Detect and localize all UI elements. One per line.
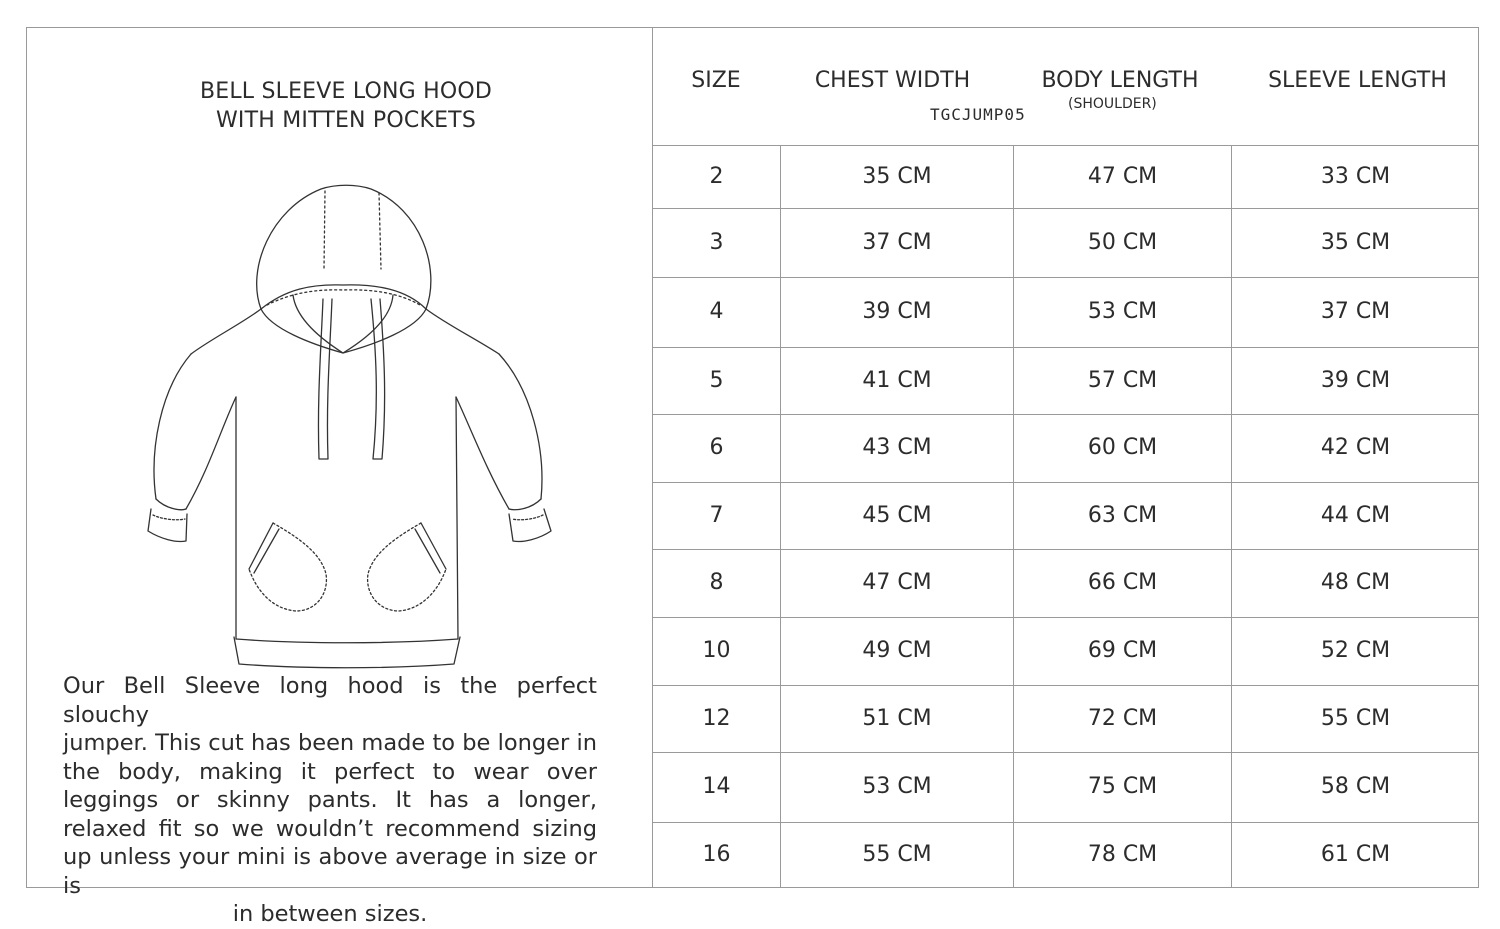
header-size: SIZE bbox=[691, 68, 741, 93]
product-title-line-2: WITH MITTEN POCKETS bbox=[215, 108, 476, 133]
table-cell-chest: 47 CM bbox=[862, 570, 932, 595]
description-line: the body, making it perfect to wear over bbox=[63, 758, 597, 785]
table-cell-size: 7 bbox=[709, 502, 724, 528]
product-description bbox=[63, 672, 597, 929]
table-cell-chest: 53 CM bbox=[862, 774, 932, 799]
table-row-divider bbox=[652, 549, 1479, 550]
table-cell-chest: 49 CM bbox=[862, 638, 932, 663]
product-title-line-1: BELL SLEEVE LONG HOOD bbox=[199, 79, 493, 104]
table-cell-body: 60 CM bbox=[1087, 435, 1158, 460]
header-chest-width: CHEST WIDTH bbox=[814, 68, 971, 93]
header-body-length: BODY LENGTH bbox=[1041, 68, 1199, 93]
table-row-divider bbox=[652, 208, 1479, 209]
table-cell-sleeve: 55 CM bbox=[1320, 705, 1391, 731]
table-cell-chest: 35 CM bbox=[862, 163, 932, 189]
product-title bbox=[26, 77, 666, 135]
table-row-divider bbox=[652, 685, 1479, 686]
table-cell-body: 69 CM bbox=[1087, 638, 1158, 663]
table-cell-body: 72 CM bbox=[1087, 705, 1158, 731]
header-body-length-note: (SHOULDER) bbox=[1068, 96, 1157, 112]
table-cell-chest: 39 CM bbox=[862, 299, 932, 324]
table-row-divider bbox=[652, 145, 1479, 146]
table-cell-sleeve: 44 CM bbox=[1320, 502, 1391, 528]
table-cell-body: 47 CM bbox=[1087, 163, 1158, 189]
table-cell-chest: 55 CM bbox=[862, 842, 932, 867]
table-cell-size: 4 bbox=[709, 299, 724, 324]
product-panel bbox=[26, 27, 652, 927]
table-row-divider bbox=[652, 752, 1479, 753]
table-cell-chest: 45 CM bbox=[862, 502, 932, 528]
table-cell-chest: 51 CM bbox=[862, 705, 932, 731]
table-cell-sleeve: 52 CM bbox=[1320, 638, 1391, 663]
table-cell-body: 66 CM bbox=[1087, 570, 1158, 595]
table-cell-chest: 43 CM bbox=[862, 435, 932, 460]
table-cell-sleeve: 39 CM bbox=[1320, 367, 1391, 393]
table-cell-body: 78 CM bbox=[1087, 842, 1158, 867]
table-row-divider bbox=[652, 617, 1479, 618]
hoodie-sketch bbox=[121, 159, 581, 679]
table-cell-sleeve: 37 CM bbox=[1320, 299, 1391, 324]
header-sleeve-length: SLEEVE LENGTH bbox=[1268, 68, 1447, 93]
table-cell-size: 12 bbox=[702, 705, 731, 731]
table-cell-size: 10 bbox=[702, 638, 731, 663]
table-cell-body: 53 CM bbox=[1087, 299, 1158, 324]
table-cell-sleeve: 35 CM bbox=[1320, 229, 1391, 255]
table-cell-body: 63 CM bbox=[1087, 502, 1158, 528]
table-row-divider bbox=[652, 482, 1479, 483]
table-cell-size: 8 bbox=[709, 570, 724, 595]
table-cell-size: 6 bbox=[709, 435, 724, 460]
table-cell-size: 3 bbox=[709, 229, 724, 255]
table-row-divider bbox=[652, 414, 1479, 415]
table-row-divider bbox=[652, 277, 1479, 278]
product-code: TGCJUMP05 bbox=[930, 105, 1026, 124]
table-cell-body: 50 CM bbox=[1087, 229, 1158, 255]
table-cell-sleeve: 58 CM bbox=[1320, 774, 1391, 799]
table-cell-sleeve: 33 CM bbox=[1320, 163, 1391, 189]
table-cell-body: 75 CM bbox=[1087, 774, 1158, 799]
description-line: up unless your mini is above average in size or is bbox=[63, 844, 597, 899]
table-cell-sleeve: 42 CM bbox=[1320, 435, 1391, 460]
table-row-divider bbox=[652, 347, 1479, 348]
table-cell-chest: 41 CM bbox=[862, 367, 932, 393]
table-row-divider bbox=[652, 822, 1479, 823]
table-cell-size: 2 bbox=[709, 163, 724, 189]
table-cell-size: 5 bbox=[709, 367, 724, 393]
table-cell-chest: 37 CM bbox=[862, 229, 932, 255]
table-cell-size: 14 bbox=[702, 774, 731, 799]
description-line: jumper. This cut has been made to be longer in bbox=[63, 730, 597, 756]
description-line: leggings or skinny pants. It has a longer, bbox=[63, 787, 597, 813]
table-cell-sleeve: 48 CM bbox=[1320, 570, 1391, 595]
table-cell-sleeve: 61 CM bbox=[1320, 842, 1391, 867]
description-line: relaxed fit so we wouldn’t recommend sizing bbox=[63, 815, 597, 842]
table-cell-body: 57 CM bbox=[1087, 367, 1158, 393]
description-line: Our Bell Sleeve long hood is the perfect slouchy bbox=[63, 673, 597, 728]
description-line: in between sizes. bbox=[232, 901, 428, 927]
table-cell-size: 16 bbox=[702, 842, 731, 867]
